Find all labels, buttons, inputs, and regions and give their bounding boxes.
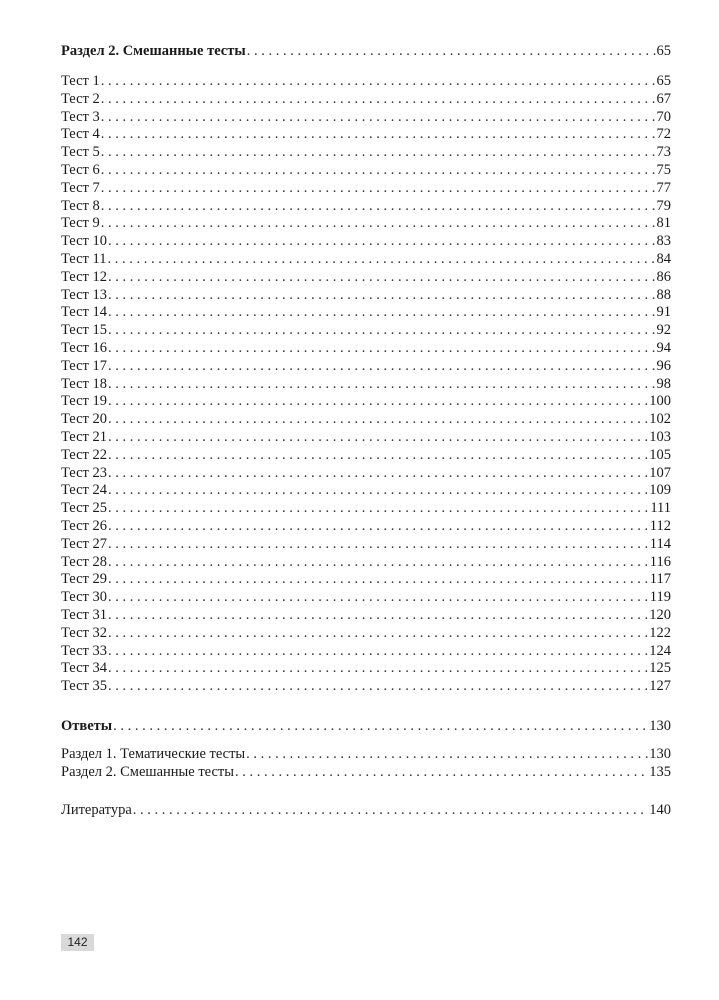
dot-leader xyxy=(108,339,656,357)
toc-entry[interactable] xyxy=(61,143,671,161)
dot-leader xyxy=(101,197,656,215)
toc-entry-page: 83 xyxy=(656,233,671,250)
toc-entry-title: Раздел 1. Тематические тесты xyxy=(61,746,246,762)
toc-entry-page: 65 xyxy=(656,43,671,59)
toc-entry-page: 77 xyxy=(656,179,671,196)
dot-leader xyxy=(108,588,649,606)
dot-leader xyxy=(108,659,648,677)
toc-entry-page: 67 xyxy=(656,90,671,107)
toc-entry-title: Тест 5 xyxy=(61,144,100,161)
toc-entry-page: 127 xyxy=(649,678,671,695)
dot-leader xyxy=(108,464,648,482)
dot-leader xyxy=(235,763,648,781)
dot-leader xyxy=(108,321,656,339)
toc-entry-title: Тест 20 xyxy=(61,411,107,428)
dot-leader xyxy=(101,90,656,108)
toc-entry-page: 70 xyxy=(656,108,671,125)
dot-leader xyxy=(108,570,649,588)
toc-entry[interactable] xyxy=(61,268,671,286)
toc-entry-title: Тест 11 xyxy=(61,251,107,267)
toc-entry[interactable] xyxy=(61,606,671,624)
toc-entry-title: Тест 8 xyxy=(61,197,100,214)
dot-leader xyxy=(108,481,648,499)
toc-entry-page: 114 xyxy=(649,535,671,552)
toc-entry-title: Тест 2 xyxy=(61,90,100,107)
toc-entry-page: 88 xyxy=(656,286,671,303)
toc-entry-page: 103 xyxy=(649,429,671,445)
dot-leader xyxy=(246,745,648,763)
toc-entry[interactable] xyxy=(61,232,671,250)
toc-entry-page: 130 xyxy=(649,718,671,734)
toc-entry-title: Тест 16 xyxy=(61,340,107,356)
dot-leader xyxy=(108,375,656,393)
toc-entry-page: 96 xyxy=(656,357,671,374)
toc-entry-page: 107 xyxy=(649,464,671,481)
toc-entry[interactable] xyxy=(61,428,671,446)
toc-entry-title: Тест 28 xyxy=(61,553,107,570)
toc-entry-page: 98 xyxy=(656,375,671,392)
toc-entry-title: Тест 1 xyxy=(61,73,100,89)
toc-entry[interactable] xyxy=(61,250,671,268)
toc-entry-title: Тест 26 xyxy=(61,518,107,534)
toc-entry-page: 91 xyxy=(656,304,671,321)
toc-entry[interactable] xyxy=(61,588,671,606)
toc-entry-title: Тест 24 xyxy=(61,482,107,499)
toc-entry[interactable] xyxy=(61,286,671,304)
toc-entry-page: 135 xyxy=(649,764,671,780)
dot-leader xyxy=(101,161,656,179)
toc-entry[interactable] xyxy=(61,535,671,553)
toc-entry-page: 122 xyxy=(649,624,671,641)
dot-leader xyxy=(101,72,656,90)
toc-entry-page: 100 xyxy=(649,393,671,410)
toc-entry[interactable] xyxy=(61,357,671,375)
dot-leader xyxy=(108,677,648,695)
toc-entry[interactable] xyxy=(61,624,671,642)
dot-leader xyxy=(108,232,656,250)
toc-entry[interactable] xyxy=(61,481,671,499)
toc-entry-title: Ответы xyxy=(61,718,113,734)
toc-entry[interactable] xyxy=(61,375,671,393)
toc-entry-page: 119 xyxy=(649,589,671,606)
toc-entry-page: 116 xyxy=(649,553,671,570)
toc-entry-title: Тест 30 xyxy=(61,589,107,606)
toc-entry-title: Тест 31 xyxy=(61,607,107,623)
toc-entry[interactable] xyxy=(61,446,671,464)
toc-entry-page: 140 xyxy=(649,802,671,818)
toc-entry[interactable] xyxy=(61,42,671,60)
toc-entry-title: Литература xyxy=(61,802,132,818)
toc-entry[interactable] xyxy=(61,125,671,143)
toc-entry[interactable] xyxy=(61,717,671,735)
toc-entry-page: 112 xyxy=(649,518,671,534)
dot-leader xyxy=(101,179,656,197)
dot-leader xyxy=(108,642,648,660)
dot-leader xyxy=(108,535,649,553)
toc-entry-title: Тест 32 xyxy=(61,624,107,641)
toc-entry-page: 75 xyxy=(656,162,671,178)
toc-entry[interactable] xyxy=(61,745,671,763)
toc-entry[interactable] xyxy=(61,214,671,232)
toc-entry[interactable] xyxy=(61,499,671,517)
dot-leader xyxy=(108,517,649,535)
toc-entry-title: Тест 25 xyxy=(61,500,107,517)
toc-entry-page: 65 xyxy=(656,73,671,89)
toc-entry-title: Тест 22 xyxy=(61,446,107,463)
toc-entry-title: Тест 6 xyxy=(61,162,100,178)
toc-entry-page: 94 xyxy=(656,340,671,356)
toc-entry-title: Раздел 2. Смешанные тесты xyxy=(61,43,246,59)
toc-entry[interactable] xyxy=(61,303,671,321)
dot-leader xyxy=(101,108,656,126)
toc-entry-page: 111 xyxy=(650,500,671,517)
toc-entry-page: 109 xyxy=(649,482,671,499)
toc-entry-page: 72 xyxy=(656,126,671,143)
toc-entry[interactable] xyxy=(61,517,671,535)
toc-entry-page: 73 xyxy=(656,144,671,161)
toc-entry-title: Тест 13 xyxy=(61,286,107,303)
toc-entry-title: Тест 12 xyxy=(61,268,107,285)
dot-leader xyxy=(247,42,656,60)
dot-leader xyxy=(108,410,648,428)
dot-leader xyxy=(101,214,656,232)
dot-leader xyxy=(101,125,656,143)
toc-entry-title: Раздел 2. Смешанные тесты xyxy=(61,764,234,780)
toc-entry[interactable] xyxy=(61,553,671,571)
toc-entry-page: 124 xyxy=(649,642,671,659)
toc-entry[interactable] xyxy=(61,179,671,197)
dot-leader xyxy=(108,303,656,321)
dot-leader xyxy=(108,428,648,446)
toc-entry-page: 105 xyxy=(649,446,671,463)
toc-entry-page: 120 xyxy=(649,607,671,623)
toc-entry-page: 117 xyxy=(649,571,671,588)
dot-leader xyxy=(113,717,648,735)
toc-entry[interactable] xyxy=(61,161,671,179)
toc-entry[interactable] xyxy=(61,677,671,695)
toc-entry[interactable] xyxy=(61,464,671,482)
dot-leader xyxy=(133,801,648,819)
dot-leader xyxy=(108,286,656,304)
toc-entry-title: Тест 14 xyxy=(61,304,107,321)
page-number: 142 xyxy=(61,934,94,951)
toc-entry[interactable] xyxy=(61,90,671,108)
dot-leader xyxy=(108,624,648,642)
toc-entry-title: Тест 35 xyxy=(61,678,107,695)
toc-entry[interactable] xyxy=(61,197,671,215)
toc-entry[interactable] xyxy=(61,642,671,660)
toc-entry[interactable] xyxy=(61,72,671,90)
toc-entry-page: 86 xyxy=(656,268,671,285)
toc-entry-page: 130 xyxy=(649,746,671,762)
dot-leader xyxy=(108,499,649,517)
toc-entry[interactable] xyxy=(61,410,671,428)
dot-leader xyxy=(108,268,656,286)
toc-entry-page: 92 xyxy=(656,322,671,339)
toc-entry-title: Тест 9 xyxy=(61,215,100,232)
toc-entry-page: 79 xyxy=(656,197,671,214)
toc-entry-page: 125 xyxy=(649,660,671,677)
toc-entry[interactable] xyxy=(61,108,671,126)
toc-entry-title: Тест 18 xyxy=(61,375,107,392)
toc-entry-title: Тест 7 xyxy=(61,179,100,196)
toc-entry[interactable] xyxy=(61,763,671,781)
toc-entry[interactable] xyxy=(61,321,671,339)
toc-entry[interactable] xyxy=(61,801,671,819)
toc-entry-page: 81 xyxy=(656,215,671,232)
toc-entry[interactable] xyxy=(61,392,671,410)
toc-entry[interactable] xyxy=(61,570,671,588)
toc-entry-title: Тест 33 xyxy=(61,642,107,659)
dot-leader xyxy=(108,357,656,375)
toc-entry-page: 84 xyxy=(656,251,671,267)
dot-leader xyxy=(101,143,656,161)
toc-entry[interactable] xyxy=(61,339,671,357)
toc-entry-title: Тест 4 xyxy=(61,126,100,143)
dot-leader xyxy=(108,392,648,410)
toc-entry-title: Тест 19 xyxy=(61,393,107,410)
toc-entry-title: Тест 17 xyxy=(61,357,107,374)
toc-entry-title: Тест 21 xyxy=(61,429,107,445)
toc-entry-title: Тест 15 xyxy=(61,322,107,339)
dot-leader xyxy=(108,446,648,464)
toc-entry-title: Тест 23 xyxy=(61,464,107,481)
toc-entry[interactable] xyxy=(61,659,671,677)
dot-leader xyxy=(107,250,655,268)
dot-leader xyxy=(108,606,648,624)
toc-entry-title: Тест 10 xyxy=(61,233,107,250)
toc-entry-title: Тест 27 xyxy=(61,535,107,552)
dot-leader xyxy=(108,553,649,571)
toc-entry-title: Тест 29 xyxy=(61,571,107,588)
toc-entry-title: Тест 34 xyxy=(61,660,107,677)
toc-entry-title: Тест 3 xyxy=(61,108,100,125)
toc-entry-page: 102 xyxy=(649,411,671,428)
